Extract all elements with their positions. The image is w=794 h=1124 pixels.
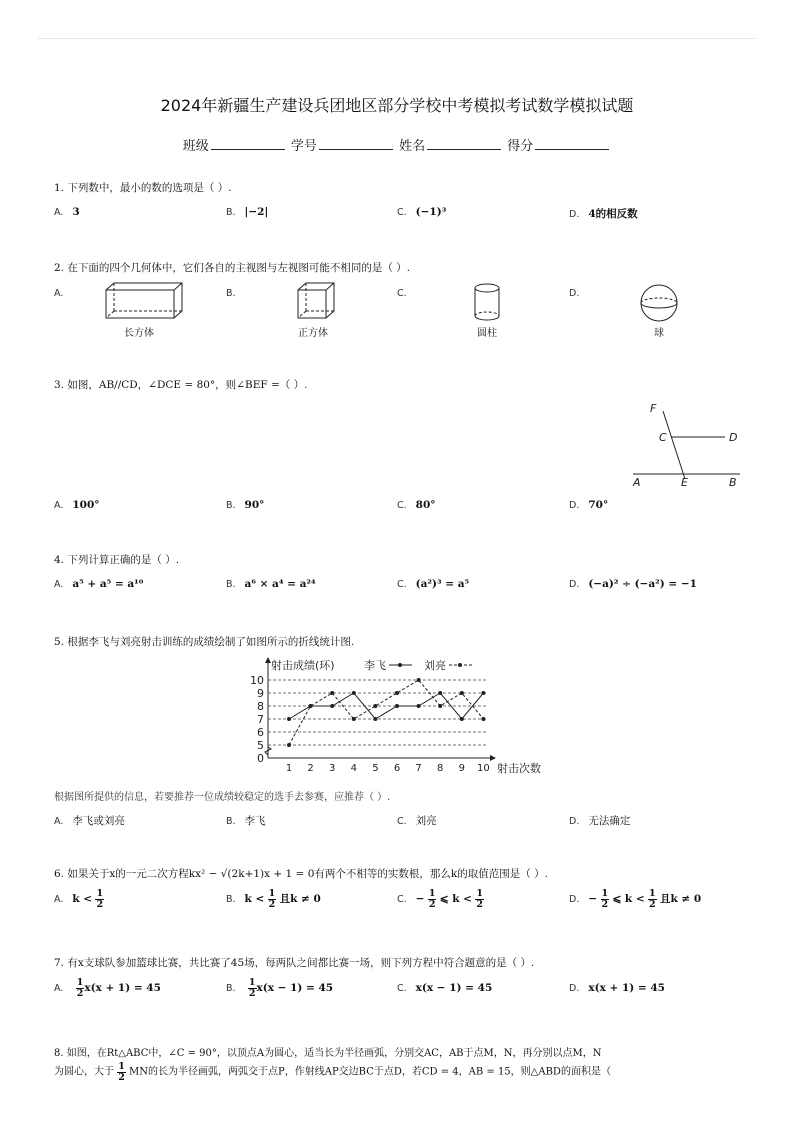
series-liuliang-point-9 [460,691,464,695]
cylinder-figure [470,280,504,324]
x-tick-label-2: 2 [307,763,314,774]
cuboid-figure [100,280,190,322]
series-lifei-point-10 [481,691,485,695]
point-d-label: D [729,431,738,444]
point-b-label: B [729,476,737,489]
q6-b-fraction: $\frac{1}{2}$ [268,888,276,910]
series-lifei-point-4 [352,691,356,695]
exam-title: 2024年新疆生产建设兵团地区部分学校中考模拟考试数学模拟试题 [160,96,634,115]
q1-option-b[interactable]: B. |−2| [226,206,269,218]
x-tick-label-7: 7 [415,763,422,774]
cuboid-caption: 长方体 [124,328,154,339]
q1-option-d[interactable]: D. 4的相反数 [569,208,638,220]
q2-option-b[interactable]: B. [226,288,236,299]
q2-option-a[interactable]: A. [54,288,64,299]
class-label: 班级 [182,139,209,154]
point-e-label: E [681,476,688,489]
q6-c-fraction-right: $\frac{1}{2}$ [476,888,483,910]
series-lifei-point-9 [460,717,464,721]
q5-option-c[interactable]: C. 刘亮 [397,815,437,827]
series-liuliang-point-4 [352,717,356,721]
q6-option-d[interactable]: D. − $\frac{1}{2}$ ⩽ k < $\frac{1}{2}$ 且k ≠ 0 [569,888,702,910]
series-liuliang-point-7 [417,678,421,682]
series-lifei-point-7 [417,704,421,708]
q6-d-fraction-right: $\frac{1}{2}$ [649,888,656,910]
cube-figure [294,280,338,322]
x-tick-label-8: 8 [437,763,444,774]
series-lifei-point-3 [330,704,334,708]
x-tick-label-10: 10 [477,763,490,774]
cylinder-caption: 圆柱 [477,328,497,339]
q3-option-d[interactable]: D. 70° [569,499,609,511]
number-label: 学号 [290,139,317,154]
q5-option-b[interactable]: B. 李飞 [226,815,266,827]
cube-caption: 正方体 [298,328,328,339]
x-tick-label-9: 9 [458,763,465,774]
q2-option-c[interactable]: C. [397,288,407,299]
q3-option-c[interactable]: C. 80° [397,499,436,511]
q7-option-a[interactable]: A. $\frac{1}{2}$ x(x + 1) = 45 [54,977,161,999]
x-axis-title: 射击次数 [497,762,541,775]
q7-b-fraction: $\frac{1}{2}$ [248,977,256,999]
q6-option-b[interactable]: B. k < $\frac{1}{2}$ 且k ≠ 0 [226,888,321,910]
score-label: 得分 [507,139,534,154]
q1-stem: 1. 下列数中，最小的数的选项是（ ）. [54,182,232,194]
series-liuliang-point-10 [481,717,485,721]
series-liuliang-point-6 [395,691,399,695]
q2-option-d[interactable]: D. [569,288,580,299]
q3-stem: 3. 如图，AB//CD，∠DCE = 80°，则∠BEF =（ ）. [54,379,308,391]
number-blank[interactable] [319,137,393,150]
point-a-label: A [633,476,641,489]
score-blank[interactable] [535,137,609,150]
series-liuliang-point-5 [373,704,377,708]
header-rule [38,38,756,39]
q5-option-d[interactable]: D. 无法确定 [569,815,631,827]
y-tick-label-0: 0 [257,752,264,765]
student-info-line [0,135,794,154]
q6-stem: 6. 如果关于x的一元二次方程kx² − √(2k+1)x + 1 = 0有两个不相等的实数根，那么k的取值范围是（ ）. [54,868,548,880]
legend-marker-lifei [398,663,402,667]
series-liuliang-point-8 [438,704,442,708]
name-blank[interactable] [427,137,501,150]
q7-a-fraction: $\frac{1}{2}$ [76,977,84,999]
series-lifei-point-5 [373,717,377,721]
q4-option-d[interactable]: D. (−a)² ÷ (−a²) = −1 [569,578,697,590]
x-tick-label-4: 4 [350,763,357,774]
y-tick-label-8: 8 [257,700,264,713]
x-tick-label-6: 6 [393,763,401,774]
legend-marker-liuliang [458,663,462,667]
legend-label-lifei: 李飞 [364,659,386,672]
y-tick-label-9: 9 [257,687,264,700]
y-axis-title: 射击成绩(环) [271,659,335,672]
q7-option-c[interactable]: C. x(x − 1) = 45 [397,982,493,994]
parallel-lines-figure [625,398,750,490]
q6-option-a[interactable]: A. k < $\frac{1}{2}$ [54,888,104,910]
q6-option-c[interactable]: C. − $\frac{1}{2}$ ⩽ k < $\frac{1}{2}$ [397,888,483,910]
series-liuliang-point-2 [309,704,313,708]
series-lifei-point-8 [438,691,442,695]
q3-option-b[interactable]: B. 90° [226,499,265,511]
q7-stem: 7. 有x支球队参加篮球比赛，共比赛了45场，每两队之间都比赛一场，则下列方程中符合题意的是（ ）. [54,957,535,969]
series-lifei-point-1 [287,717,291,721]
point-f-label: F [650,402,657,415]
q4-stem: 4. 下列计算正确的是（ ）. [54,554,180,566]
sphere-figure [636,283,682,323]
y-tick-label-7: 7 [257,713,264,726]
shooting-line-chart [252,652,552,780]
series-liuliang-point-1 [287,743,291,747]
q5-option-a[interactable]: A. 李飞或刘亮 [54,815,125,827]
x-tick-label-1: 1 [285,763,293,774]
q8-line1: 8. 如图，在Rt△ABC中，∠C = 90°，以顶点A为圆心，适当长为半径画弧，分别交AC，AB于点M，N，再分别以点M，N [54,1048,602,1059]
point-c-label: C [659,431,667,444]
y-tick-label-5: 5 [257,739,264,752]
q5-followup: 根据图所提供的信息，若要推荐一位成绩较稳定的选手去参赛，应推荐（ ）. [54,792,391,803]
q2-stem: 2. 在下面的四个几何体中，它们各自的主视图与左视图可能不相同的是（ ）. [54,262,411,274]
x-axis-arrow [490,755,496,761]
name-label: 姓名 [399,139,426,154]
series-lifei-point-6 [395,704,399,708]
x-tick-label-5: 5 [372,763,379,774]
q6-d-fraction-left: $\frac{1}{2}$ [601,888,609,910]
q6-c-fraction-left: $\frac{1}{2}$ [428,888,436,910]
x-tick-label-3: 3 [329,763,336,774]
y-tick-label-10: 10 [250,674,264,687]
q6-a-fraction: $\frac{1}{2}$ [96,888,104,910]
sphere-caption: 球 [654,328,664,339]
series-liuliang-point-3 [330,691,334,695]
q3-option-a[interactable]: A. 100° [54,499,100,511]
y-tick-label-6: 6 [257,726,264,739]
q4-option-a[interactable]: A. a⁵ + a⁵ = a¹⁰ [54,578,144,590]
q4-option-c[interactable]: C. (a²)³ = a⁵ [397,578,470,590]
q4-option-b[interactable]: B. a⁶ × a⁴ = a²⁴ [226,578,316,590]
q7-option-d[interactable]: D. x(x + 1) = 45 [569,982,665,994]
q5-stem: 5. 根据李飞与刘亮射击训练的成绩绘制了如图所示的折线统计图. [54,636,355,648]
q1-option-c[interactable]: C. (−1)³ [397,206,447,218]
legend-label-liuliang: 刘亮 [424,659,446,672]
q8-fraction: $\frac{1}{2}$ [118,1061,125,1083]
q7-option-b[interactable]: B. $\frac{1}{2}$ x(x − 1) = 45 [226,977,334,999]
class-blank[interactable] [211,137,285,150]
q8-line2: 为圆心，大于 $\frac{1}{2}$ MN的长为半径画弧，两弧交于点P，作射线AP交边BC于点D，若CD = 4，AB = 15，则△ABD的面积是（ [54,1061,611,1083]
q1-option-a[interactable]: A. 3 [54,206,80,218]
